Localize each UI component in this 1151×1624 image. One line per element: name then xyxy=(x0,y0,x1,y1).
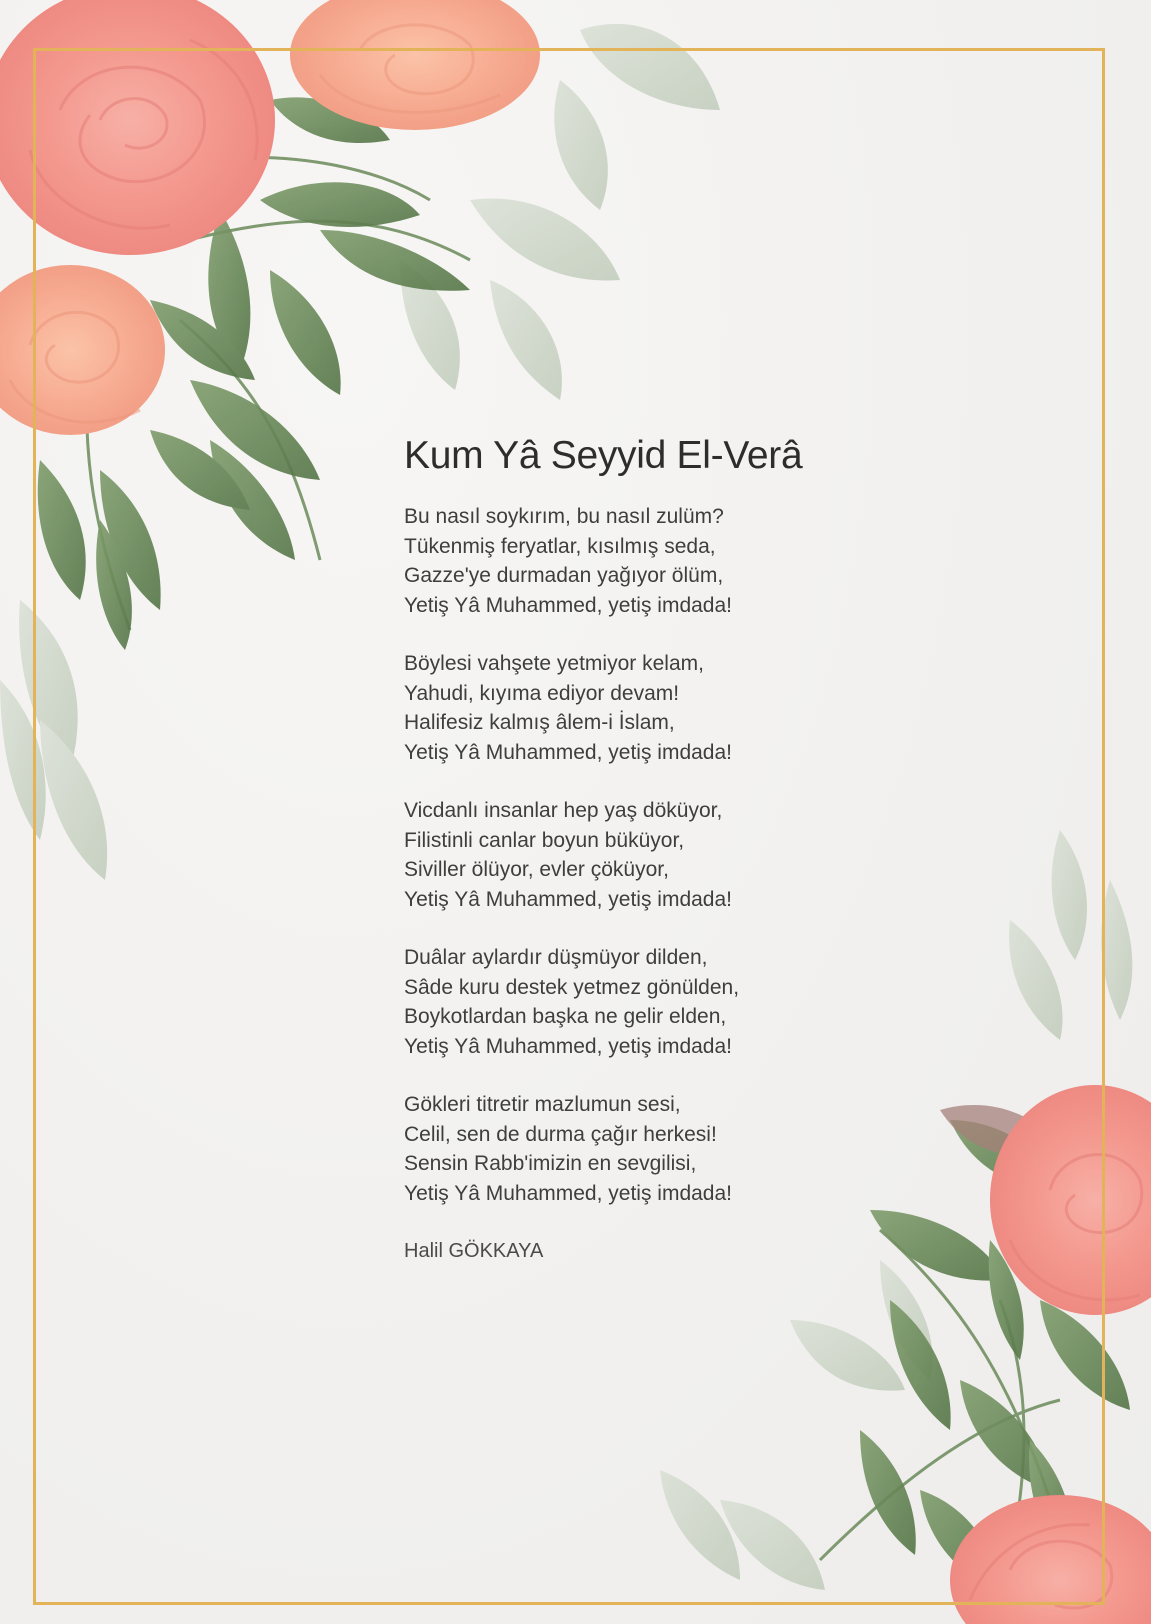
stanza-2 xyxy=(404,649,964,767)
poem-line: Yetiş Yâ Muhammed, yetiş imdada! xyxy=(404,593,733,617)
poem-line: Yahudi, kıyıma ediyor devam! xyxy=(404,681,680,705)
poem-line: Sâde kuru destek yetmez gönülden, xyxy=(404,975,740,999)
poem-line: Gökleri titretir mazlumun sesi, xyxy=(404,1093,681,1116)
poem-author: Halil GÖKKAYA xyxy=(404,1240,544,1262)
stanza-5 xyxy=(404,1090,964,1208)
poem-line: Yetiş Yâ Muhammed, yetiş imdada! xyxy=(404,740,733,764)
poem-line: Bu nasıl soykırım, bu nasıl zulüm? xyxy=(404,505,724,528)
poem-line: Gazze'ye durmadan yağıyor ölüm, xyxy=(404,564,724,587)
poem-line: Filistinli canlar boyun büküyor, xyxy=(404,828,685,852)
poem-title: Kum Yâ Seyyid El-Verâ xyxy=(404,434,803,477)
poem-line: Vicdanlı insanlar hep yaş döküyor, xyxy=(404,799,723,822)
poem-line: Halifesiz kalmış âlem-i İslam, xyxy=(404,711,675,734)
stanza-1 xyxy=(404,502,964,620)
poem-line: Sensin Rabb'imizin en sevgilisi, xyxy=(404,1152,697,1175)
stanza-4 xyxy=(404,943,964,1061)
poem-line: Böylesi vahşete yetmiyor kelam, xyxy=(404,652,704,675)
poem-line: Yetiş Yâ Muhammed, yetiş imdada! xyxy=(404,887,733,911)
poem xyxy=(404,432,964,1265)
poem-line: Siviller ölüyor, evler çöküyor, xyxy=(404,858,669,881)
poem-line: Celil, sen de durma çağır herkesi! xyxy=(404,1122,717,1146)
leaf-icon xyxy=(1101,880,1132,1020)
poem-line: Yetiş Yâ Muhammed, yetiş imdada! xyxy=(404,1034,733,1058)
poem-line: Tükenmiş feryatlar, kısılmış seda, xyxy=(404,534,716,558)
poem-line: Yetiş Yâ Muhammed, yetiş imdada! xyxy=(404,1181,733,1205)
poem-line: Duâlar aylardır düşmüyor dilden, xyxy=(404,946,708,969)
poem-line: Boykotlardan başka ne gelir elden, xyxy=(404,1005,727,1028)
stanza-3 xyxy=(404,796,964,914)
